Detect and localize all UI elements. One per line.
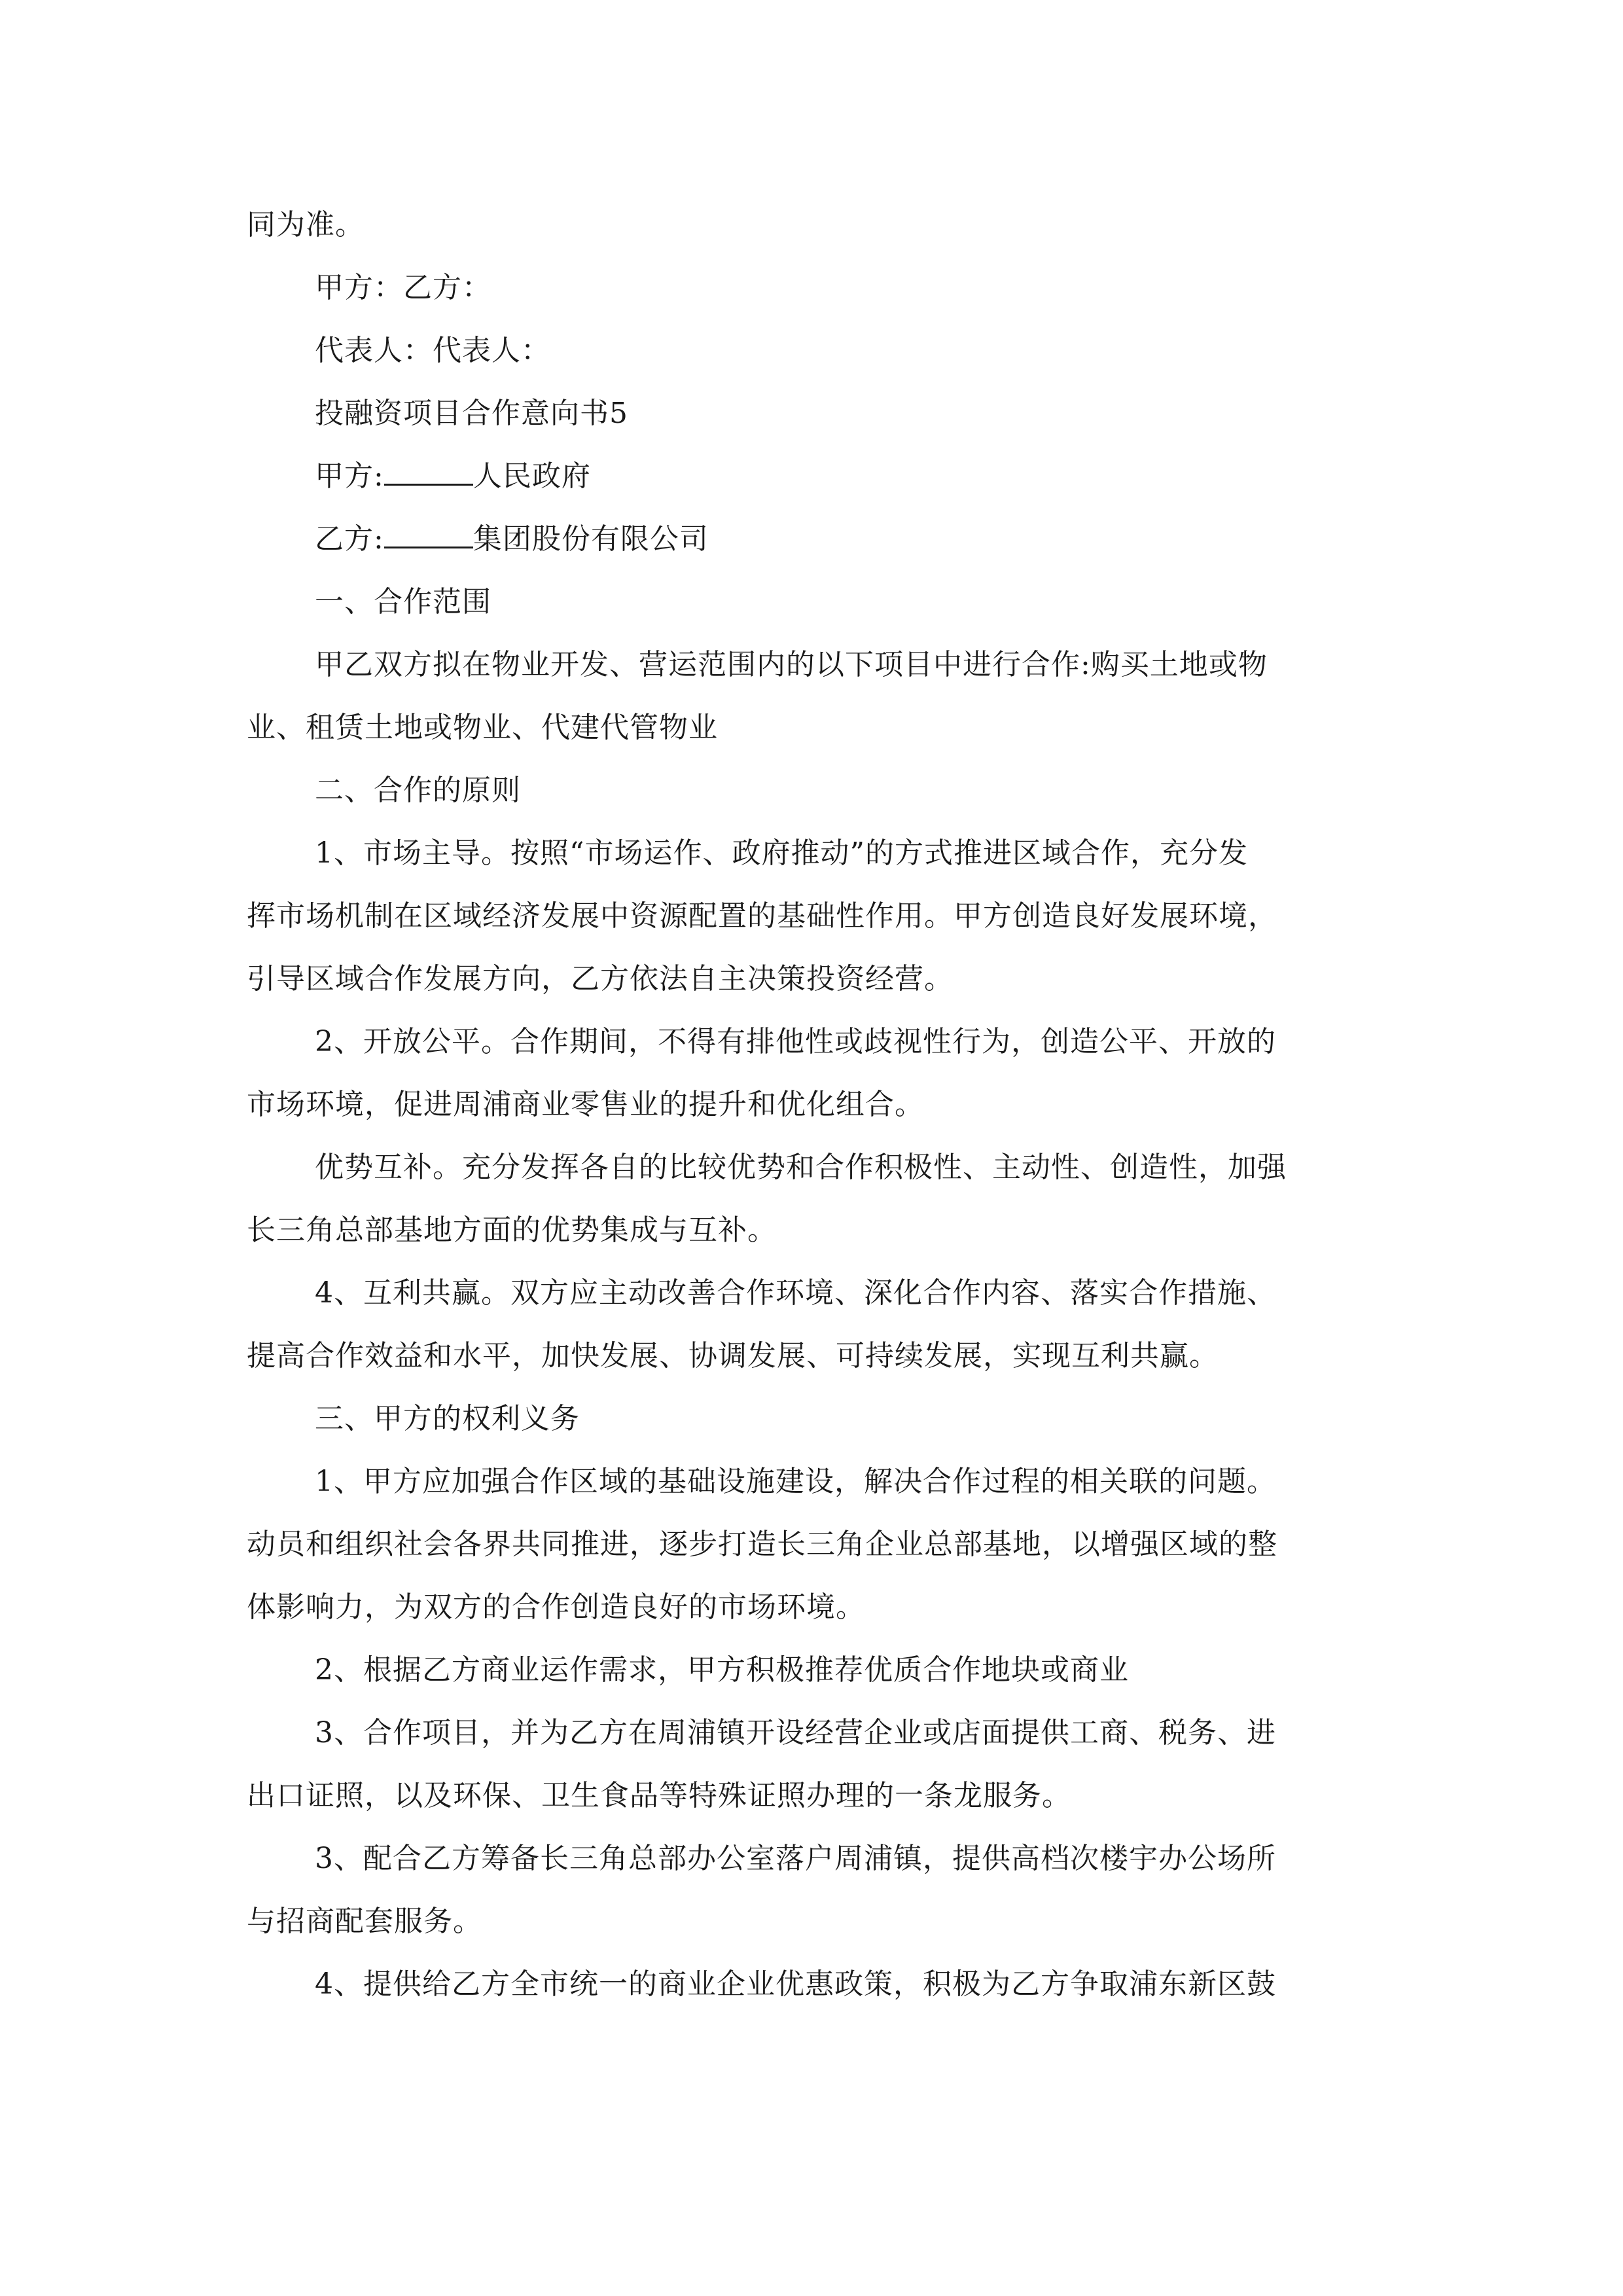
text-line: 出口证照，以及环保、卫生食品等特殊证照办理的一条龙服务。 [247, 1779, 1071, 1812]
text-line: 2、根据乙方商业运作需求，甲方积极推荐优质合作地块或商业 [315, 1653, 1129, 1687]
party-b-label: 乙方: [315, 522, 384, 556]
party-b-name: 集团股份有限公司 [473, 522, 709, 556]
section-heading: 二、合作的原则 [315, 774, 521, 807]
text-line: 长三角总部基地方面的优势集成与互补。 [247, 1213, 777, 1247]
text-line: 甲乙双方拟在物业开发、营运范围内的以下项目中进行合作:购买土地或物 [315, 648, 1268, 681]
document-body [247, 194, 1374, 2016]
text-line: 市场环境，促进周浦商业零售业的提升和优化组合。 [247, 1088, 924, 1121]
fill-in-blank [384, 520, 473, 548]
text-line: 4、互利共赢。双方应主动改善合作环境、深化合作内容、落实合作措施、 [315, 1276, 1276, 1310]
text-line: 同为准。 [247, 208, 365, 242]
text-line: 提高合作效益和水平，加快发展、协调发展、可持续发展，实现互利共赢。 [247, 1339, 1219, 1372]
party-a-name: 人民政府 [473, 459, 591, 493]
text-line: 引导区域合作发展方向，乙方依法自主决策投资经营。 [247, 962, 954, 996]
text-line: 2、开放公平。合作期间，不得有排他性或歧视性行为，创造公平、开放的 [315, 1025, 1276, 1058]
text-line: 1、市场主导。按照“市场运作、政府推动”的方式推进区域合作，充分发 [315, 836, 1248, 870]
party-b-line [247, 508, 1374, 571]
text-line: 业、租赁土地或物业、代建代管物业 [247, 711, 718, 744]
section-heading: 三、甲方的权利义务 [315, 1402, 580, 1435]
text-line: 4、提供给乙方全市统一的商业企业优惠政策，积极为乙方争取浦东新区鼓 [315, 1967, 1276, 2001]
text-line: 与招商配套服务。 [247, 1905, 482, 1938]
text-line: 1、甲方应加强合作区域的基础设施建设，解决合作过程的相关联的问题。 [315, 1465, 1276, 1498]
text-line: 3、合作项目，并为乙方在周浦镇开设经营企业或店面提供工商、税务、进 [315, 1716, 1276, 1749]
text-line: 3、配合乙方筹备长三角总部办公室落户周浦镇，提供高档次楼宇办公场所 [315, 1842, 1276, 1875]
section-heading: 一、合作范围 [315, 585, 491, 619]
text-line: 代表人：代表人： [315, 334, 550, 367]
party-a-line [247, 445, 1374, 508]
text-line: 优势互补。充分发挥各自的比较优势和合作积极性、主动性、创造性，加强 [315, 1151, 1287, 1184]
text-line: 体影响力，为双方的合作创造良好的市场环境。 [247, 1590, 865, 1624]
text-line: 甲方：乙方： [315, 271, 491, 304]
text-line: 挥市场机制在区域经济发展中资源配置的基础性作用。甲方创造良好发展环境， [247, 899, 1277, 933]
party-a-label: 甲方: [315, 459, 384, 493]
section-title: 投融资项目合作意向书5 [315, 397, 628, 430]
text-line: 动员和组织社会各界共同推进，逐步打造长三角企业总部基地，以增强区域的整 [247, 1528, 1277, 1561]
fill-in-blank [384, 457, 473, 486]
